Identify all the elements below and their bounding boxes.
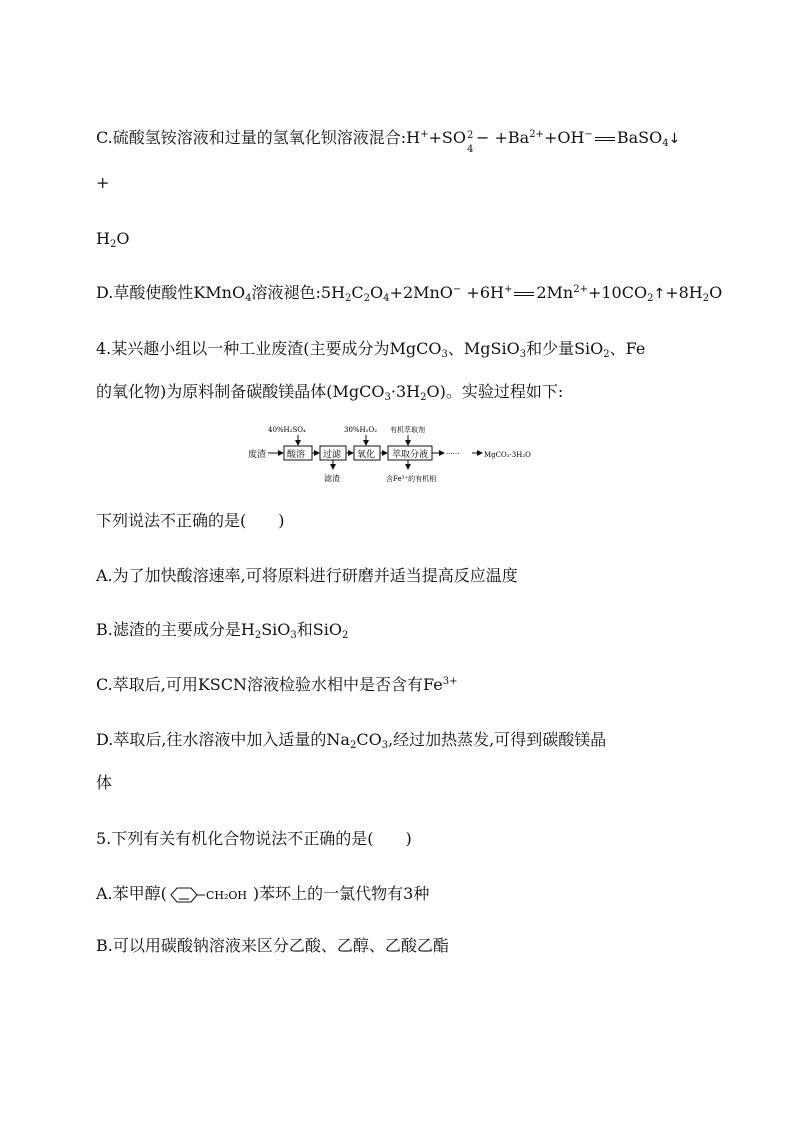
gas-arrow-icon: ↑ (653, 286, 666, 302)
q4-stem-line2: 的氧化物)为原料制备碳酸镁晶体$(MgCO_3\cdot 3H_2O)$。实验过程如下: (96, 382, 564, 403)
q3-option-c: C.硫酸氢铵溶液和过量的氢氧化钡溶液混合:H++SO 2 4 − $+Ba^{2+}+OH^-$ BaSO$_4$↓ (96, 128, 681, 155)
flow-start: 废渣 (248, 450, 267, 460)
hydroxymethyl-group: CH₂OH (205, 888, 247, 902)
flow-reagent-2: 30%H₂O₂ (344, 426, 378, 434)
q4-option-d: D.萃取后,往水溶液中加入适量的$Na_2CO_3$,经过加热蒸发,可得到碳酸镁晶 (96, 730, 607, 751)
flow-reagent-3: 有机萃取剂 (390, 426, 425, 434)
equals-sign (514, 292, 534, 296)
flow-organic-phase: 含Fe³⁺的有机相 (386, 475, 437, 483)
q5-option-a: A.苯甲醇( CH₂OH )苯环上的一氯代物有3种 (96, 884, 430, 903)
flow-box-oxidize-label: 氧化 (357, 450, 376, 460)
process-flow-diagram (248, 420, 548, 486)
q4-question: 下列说法不正确的是( ) (96, 511, 285, 530)
flow-box-filter-label: 过滤 (323, 450, 342, 460)
q4-option-c: C.萃取后,可用KSCN溶液检验水相中是否含有$Fe^{3+}$ (96, 675, 458, 694)
flow-dots: ······ (446, 450, 460, 458)
q4-stem-line1: 4.某兴趣小组以一种工业废渣(主要成分为MgCO$_3$、MgSiO$_3$和少量SiO$_2$、Fe (96, 339, 646, 360)
q3-option-c-water: $H_2O$ (96, 229, 130, 250)
q4-option-b: B.滤渣的主要成分是$H_2SiO_3$和SiO$_2$ (96, 620, 349, 641)
q3-option-d: D.草酸使酸性KMnO$_4$溶液褪色$:5H_2C_2O_4+2MnO^- +6H^+$ $2Mn^{2+}+10CO_2↑+8H_2O$ (96, 283, 723, 304)
q5-stem: 5.下列有关有机化合物说法不正确的是( ) (96, 829, 412, 848)
sulfate-index: 2 4 (466, 129, 474, 155)
flow-box-acid-label: 酸溶 (287, 450, 306, 460)
q3-option-c-wrap: + (96, 173, 110, 192)
flow-reagent-1: 40%H₂SO₄ (268, 426, 306, 434)
benzyl-alcohol-structure (167, 885, 253, 905)
q4-option-a: A.为了加快酸溶速率,可将原料进行研磨并适当提高反应温度 (96, 566, 518, 585)
flow-box-extract-label: 萃取分液 (392, 450, 429, 460)
equals-sign (595, 137, 615, 141)
q5-option-b: B.可以用碳酸钠溶液来区分乙酸、乙醇、乙酸乙酯 (96, 936, 449, 955)
precipitate-arrow-icon: ↓ (668, 131, 681, 147)
flow-residue: 滤渣 (324, 474, 340, 483)
q4-option-d-wrap: 体 (96, 773, 113, 792)
flow-product: MgCO₃·3H₂O (484, 451, 531, 459)
